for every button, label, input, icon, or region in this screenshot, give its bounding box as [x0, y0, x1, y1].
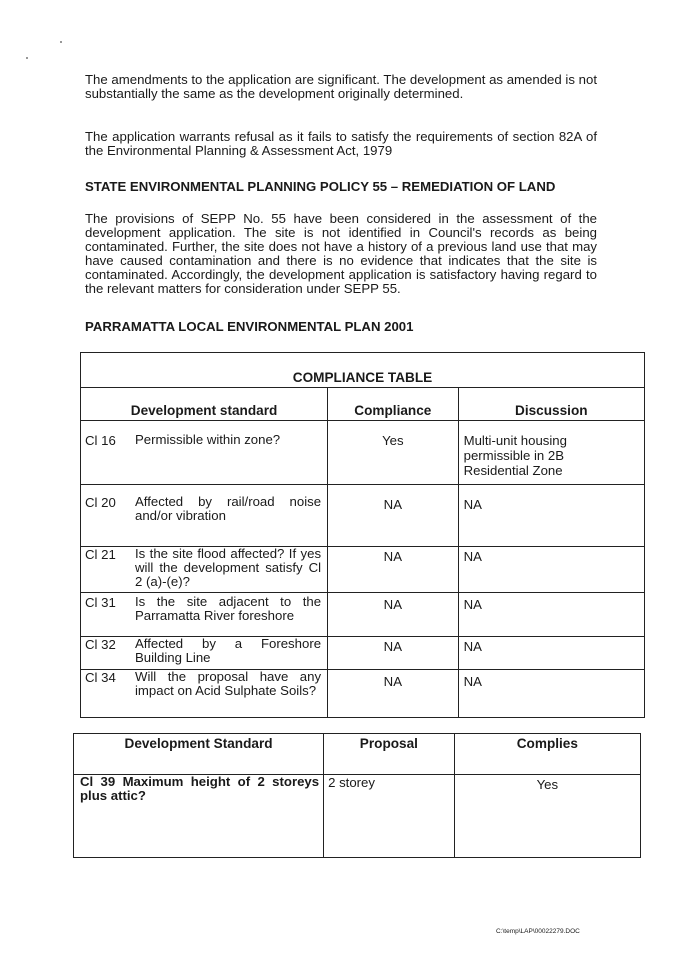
standard-text: Permissible within zone? [135, 432, 281, 447]
standard-text: Affected by a Foreshore Building Line [135, 636, 322, 665]
clause-ref: Cl 21 [85, 547, 116, 562]
header-proposal: Proposal [324, 734, 455, 775]
discussion-value: NA [463, 549, 482, 564]
standard-text: Is the site adjacent to the Parramatta River foreshore [135, 594, 322, 623]
header-compliance: Compliance [328, 388, 459, 421]
table-row [81, 421, 645, 485]
standard-text: Affected by rail/road noise and/or vibration [135, 494, 322, 523]
standard-text: Is the site flood affected? If yes will the development satisfy Cl 2 (a)-(e)? [135, 546, 322, 589]
paragraph-amendments: The amendments to the application are significant. The development as amended is not substantially the same as the development originally determined. [85, 72, 597, 101]
proposal-standard-text: Cl 39 Maximum height of 2 storeys plus attic? [80, 774, 320, 803]
header-development-standard: Development Standard [74, 734, 324, 775]
clause-ref: Cl 34 [85, 670, 116, 685]
table-row [81, 547, 645, 593]
scan-speck [26, 57, 28, 59]
complies-value: Yes [536, 777, 559, 792]
discussion-value: NA [463, 639, 482, 654]
heading-sepp-55: STATE ENVIRONMENTAL PLANNING POLICY 55 – REMEDIATION OF LAND [85, 179, 556, 194]
table-row [81, 593, 645, 637]
header-development-standard: Development standard [81, 388, 328, 421]
compliance-value: NA [383, 497, 402, 512]
table-row [81, 485, 645, 547]
discussion-value: NA [463, 674, 482, 689]
clause-ref: Cl 16 [85, 433, 116, 448]
compliance-value: NA [383, 549, 402, 564]
discussion-value: Multi-unit housing permissible in 2B Residential Zone [463, 433, 567, 478]
proposal-table [73, 733, 641, 858]
compliance-table [80, 352, 645, 718]
paragraph-refusal: The application warrants refusal as it fails to satisfy the requirements of section 82A of the Environmental Planning & Assessment Act, 1979 [85, 129, 597, 158]
discussion-value: NA [463, 597, 482, 612]
proposal-value: 2 storey [328, 775, 375, 790]
compliance-value: NA [383, 639, 402, 654]
scan-speck [60, 41, 62, 43]
discussion-value: NA [463, 497, 482, 512]
table-row [81, 670, 645, 718]
table-row [81, 637, 645, 670]
header-complies: Complies [454, 734, 640, 775]
compliance-value: NA [383, 674, 402, 689]
standard-text: Will the proposal have any impact on Acid Sulphate Soils? [135, 669, 322, 698]
compliance-value: NA [383, 597, 402, 612]
clause-ref: Cl 31 [85, 595, 116, 610]
document-path-footer: C:\temp\LAP\00022279.DOC [496, 928, 580, 935]
clause-ref: Cl 20 [85, 495, 116, 510]
clause-ref: Cl 32 [85, 637, 116, 652]
header-discussion: Discussion [458, 388, 644, 421]
table-row [74, 775, 641, 858]
compliance-table-title: COMPLIANCE TABLE [81, 353, 645, 388]
paragraph-sepp-55: The provisions of SEPP No. 55 have been considered in the assessment of the development application. The site is not identified in Council's records as being contaminated. Further, the site does not have a history of a previous land use that may have caused contamination and there is no evidence that indicates that the site is contaminated. Accordingly, the development application is satisfactory having regard to the relevant matters for consideration under SEPP 55. [85, 211, 597, 296]
heading-parramatta-lep: PARRAMATTA LOCAL ENVIRONMENTAL PLAN 2001 [85, 319, 414, 334]
compliance-value: Yes [382, 433, 404, 448]
